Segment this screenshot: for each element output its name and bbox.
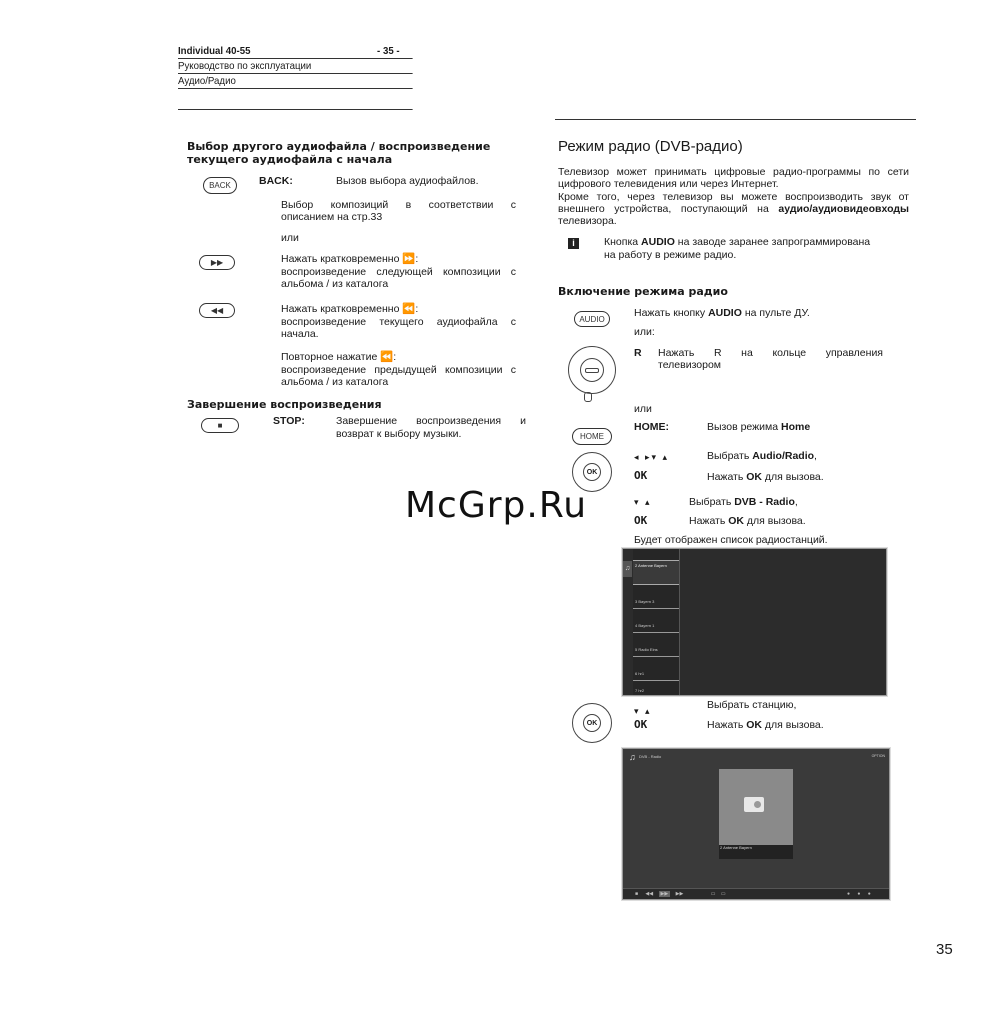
press-ok-2: Нажать OK для вызова. xyxy=(689,515,806,527)
screen-title: DVB - Radio xyxy=(639,754,662,759)
option-control-icon[interactable]: ● xyxy=(846,891,850,897)
intro-line-3: Кроме того, через телевизор вы можете воспроизводить звук от xyxy=(558,191,909,203)
page-header xyxy=(178,44,414,110)
station-item[interactable]: 2 Antenne Bayern xyxy=(633,560,679,585)
station-item[interactable]: 5 Radio Eins xyxy=(633,633,679,657)
play-control-icon[interactable]: ▶▶ xyxy=(660,891,669,897)
or-text-2: или: xyxy=(634,326,655,338)
station-artwork xyxy=(719,769,793,845)
station-item[interactable]: 6 hr1 xyxy=(633,657,679,681)
option-control-icon-2[interactable]: ● xyxy=(857,891,861,897)
r-key-label: R xyxy=(634,347,642,359)
list-shown: Будет отображен список радиостанций. xyxy=(634,534,828,546)
info-line-1: Кнопка AUDIO на заводе заранее запрограммирована xyxy=(604,236,871,248)
ring-pointer-icon xyxy=(584,392,592,402)
home-button-icon: HOME xyxy=(572,428,612,445)
audio-button-icon: AUDIO xyxy=(574,311,610,327)
ok-key-3: OK xyxy=(634,718,648,731)
right-heading: Включение режима радио xyxy=(558,285,728,298)
screen-station-name: 2 Antenne Bayern xyxy=(719,845,793,859)
rw-line-1: Нажать кратковременно ⏪: xyxy=(281,303,419,315)
select-audio: Выбрать Audio/Radio, xyxy=(707,450,817,462)
screen-corner-label: OPTION xyxy=(871,754,885,758)
ok-ring-icon-1: OK xyxy=(572,452,612,492)
rw-line-3: начала. xyxy=(281,328,319,340)
home-description: Вызов режима Home xyxy=(707,421,811,433)
section-title: Режим радио (DVB-радио) xyxy=(558,138,743,155)
header-model-row xyxy=(178,44,412,59)
selection-line-2: описанием на стр.33 xyxy=(281,211,383,223)
or-text-1: или xyxy=(281,232,299,244)
station-list-screen xyxy=(622,548,887,696)
option-control-icon-3[interactable]: ● xyxy=(867,891,871,897)
left-heading-2: Завершение воспроизведения xyxy=(187,398,382,411)
ff-line-3: альбома / из каталога xyxy=(281,278,389,290)
watermark: McGrp.Ru xyxy=(405,485,588,526)
intro-line-2: цифрового телевидения или через Интернет. xyxy=(558,178,779,190)
arrows-icon-3: ▾ ▴ xyxy=(634,706,652,716)
rewind-icon: ◀◀ xyxy=(199,303,235,318)
stop-label: STOP: xyxy=(273,415,305,427)
station-item[interactable]: 4 Bayern 1 xyxy=(633,609,679,633)
header-model: Individual 40-55 xyxy=(178,45,251,57)
or-text-3: или xyxy=(634,403,652,415)
radio-player-screen xyxy=(622,748,890,900)
header-doc: Руководство по эксплуатации xyxy=(178,59,412,74)
home-label: HOME: xyxy=(634,421,669,433)
ff-line-2: воспроизведение следующей композиции с xyxy=(281,266,516,278)
press-ok-3: Нажать OK для вызова. xyxy=(707,719,824,731)
back-label: BACK: xyxy=(259,175,293,187)
player-controls xyxy=(623,888,889,899)
info-icon: i xyxy=(568,238,579,249)
radio-icon xyxy=(744,797,764,812)
select-dvb: Выбрать DVB - Radio, xyxy=(689,496,798,508)
fast-forward-icon: ▶▶ xyxy=(199,255,235,270)
stop-icon: ■ xyxy=(201,418,239,433)
intro-line-5: телевизора. xyxy=(558,215,617,227)
ok-key-2: OK xyxy=(634,514,648,527)
press-ok-1: Нажать OK для вызова. xyxy=(707,471,824,483)
header-page-ref: - 35 - xyxy=(377,45,400,57)
station-item[interactable]: 3 Bayern 3 xyxy=(633,585,679,609)
r-line-2: телевизором xyxy=(658,359,722,371)
audio-instruction: Нажать кнопку AUDIO на пульте ДУ. xyxy=(634,307,810,319)
arrows-icon-2: ▾ ▴ xyxy=(634,497,652,507)
music-note-icon-2: ♫ xyxy=(629,752,636,762)
next-control-icon[interactable]: ▶▶ xyxy=(675,891,684,897)
header-section: Аудио/Радио xyxy=(178,74,412,89)
intro-line-4: внешнего устройства, поступающий на аудио/аудиовидеовходы xyxy=(558,203,909,215)
screen-control-icon[interactable]: ▭ xyxy=(710,891,716,897)
stop-control-icon[interactable]: ■ xyxy=(635,891,639,897)
top-divider xyxy=(555,119,916,120)
header-divider xyxy=(178,89,412,110)
selection-line-1: Выбор композиций в соответствии с xyxy=(281,199,516,211)
intro-line-1: Телевизор может принимать цифровые радио-программы по сети xyxy=(558,166,909,178)
back-button-icon: BACK xyxy=(203,177,237,194)
ok-key-1: OK xyxy=(634,469,648,482)
page-number: 35 xyxy=(936,941,953,958)
info-line-2: на работу в режиме радио. xyxy=(604,249,737,261)
control-ring-icon xyxy=(568,346,616,394)
station-list xyxy=(633,549,680,695)
ff-line-1: Нажать кратковременно ⏩: xyxy=(281,253,419,265)
select-station: Выбрать станцию, xyxy=(707,699,797,711)
repeat-line-1: Повторное нажатие ⏪: xyxy=(281,351,397,363)
rw-line-2: воспроизведение текущего аудиофайла с xyxy=(281,316,516,328)
prev-control-icon[interactable]: ◀◀ xyxy=(645,891,654,897)
music-note-icon: ♫ xyxy=(623,561,632,577)
back-description: Вызов выбора аудиофайлов. xyxy=(336,175,479,187)
stop-line-2: возврат к выбору музыки. xyxy=(336,428,462,440)
r-line-1: Нажать R на кольце управления xyxy=(658,347,883,359)
station-item[interactable]: 7 hr2 xyxy=(635,688,645,693)
display-control-icon[interactable]: ▭ xyxy=(720,891,726,897)
arrows-icon-1: ◂ ▸▾ ▴ xyxy=(634,452,670,462)
left-heading-1: Выбор другого аудиофайла / воспроизведение текущего аудиофайла с начала xyxy=(187,140,491,166)
stop-line-1: Завершение воспроизведения и xyxy=(336,415,526,427)
repeat-line-2: воспроизведение предыдущей композиции с xyxy=(281,364,516,376)
repeat-line-3: альбома / из каталога xyxy=(281,376,389,388)
ok-ring-icon-2: OK xyxy=(572,703,612,743)
